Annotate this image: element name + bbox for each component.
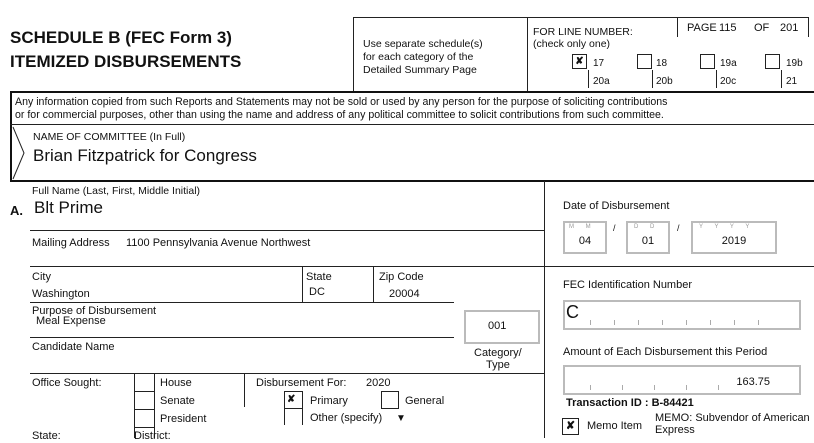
separate-schedule-instructions: Use separate schedule(s) for each category of the Detailed Summary Page xyxy=(363,38,483,76)
line-19a-checkbox[interactable] xyxy=(700,54,715,69)
purpose-label: Purpose of Disbursement xyxy=(32,305,157,317)
line-17-label: 17 xyxy=(593,58,605,69)
full-name-label: Full Name (Last, First, Middle Initial) xyxy=(32,185,201,197)
fec-id-prefix: C xyxy=(566,302,579,322)
line-17-checkbox[interactable]: ✘ xyxy=(572,54,587,69)
title-line-1: SCHEDULE B (FEC Form 3) xyxy=(10,28,232,47)
memo-item-checkbox[interactable]: ✘ xyxy=(562,418,579,435)
category-code: 001 xyxy=(488,320,507,332)
general-checkbox[interactable] xyxy=(381,391,399,409)
state-label-office: State: xyxy=(32,430,61,442)
office-president-label: President xyxy=(160,413,207,425)
date-day: 01 xyxy=(641,235,655,247)
line-19b-checkbox[interactable] xyxy=(765,54,780,69)
date-sep-2: / xyxy=(677,223,680,233)
zip-value: 20004 xyxy=(389,288,420,300)
page-total: 201 xyxy=(780,22,799,34)
line-20a-label: 20a xyxy=(593,76,610,87)
office-sought-label: Office Sought: xyxy=(32,377,102,389)
mailing-address-label: Mailing Address xyxy=(32,237,110,249)
primary-checkbox[interactable]: ✘ xyxy=(287,394,296,405)
primary-label: Primary xyxy=(310,395,348,407)
category-label-2: Type xyxy=(486,359,510,371)
amount-label: Amount of Each Disbursement this Period xyxy=(563,346,768,358)
entry-letter: A. xyxy=(10,203,23,218)
committee-name: Brian Fitzpatrick for Congress xyxy=(33,146,257,165)
usage-notice: Any information copied from such Reports and Statements may not be sold or used by any person for the purpose of soliciting contributions or for commercial purposes, other than using the name and address of any political committee to solicit contributions from such committee. xyxy=(15,96,668,121)
city-label: City xyxy=(32,271,51,283)
line-21-label: 21 xyxy=(786,76,798,87)
line-18-label: 18 xyxy=(656,58,668,69)
line-19b-label: 19b xyxy=(786,58,803,69)
other-specify-label: Other (specify) xyxy=(310,412,383,424)
category-label-1: Category/ xyxy=(474,347,522,359)
other-dropdown-icon[interactable]: ▼ xyxy=(396,413,406,424)
date-label: Date of Disbursement xyxy=(563,200,670,212)
check-only-one-label: (check only one) xyxy=(533,38,611,50)
page-label: PAGE xyxy=(687,22,717,34)
line-number-label: FOR LINE NUMBER: xyxy=(533,26,633,38)
general-label: General xyxy=(405,395,445,407)
title-line-2: ITEMIZED DISBURSEMENTS xyxy=(10,52,242,71)
date-year: 2019 xyxy=(721,235,747,247)
payee-full-name: Blt Prime xyxy=(34,198,103,217)
candidate-name-label: Candidate Name xyxy=(32,341,115,353)
fec-id-field[interactable] xyxy=(563,300,801,330)
page-number: 115 xyxy=(719,22,737,34)
memo-item-label: Memo Item xyxy=(587,420,643,432)
mailing-address: 1100 Pennsylvania Avenue Northwest xyxy=(126,237,311,249)
fec-id-label: FEC Identification Number xyxy=(563,279,692,291)
city-value: Washington xyxy=(32,288,90,300)
committee-name-label: NAME OF COMMITTEE (In Full) xyxy=(33,131,186,143)
amount-value: 163.75 xyxy=(736,376,770,388)
transaction-id: Transaction ID : B-84421 xyxy=(566,397,694,409)
state-label: State xyxy=(306,271,332,283)
page-of-label: OF xyxy=(754,22,770,34)
schedule-title xyxy=(10,26,241,74)
state-value: DC xyxy=(309,286,325,298)
date-sep-1: / xyxy=(613,223,616,233)
disbursement-for-label: Disbursement For: xyxy=(256,377,347,389)
line-20c-label: 20c xyxy=(720,76,737,87)
office-senate-label: Senate xyxy=(160,395,195,407)
date-month: 04 xyxy=(578,235,592,247)
line-20b-label: 20b xyxy=(656,76,673,87)
district-label: District: xyxy=(134,430,171,442)
memo-text: MEMO: Subvendor of American Express xyxy=(655,412,810,436)
line-18-checkbox[interactable] xyxy=(637,54,652,69)
disbursement-for-year: 2020 xyxy=(366,377,391,389)
line-19a-label: 19a xyxy=(720,58,737,69)
committee-arrow-icon xyxy=(10,125,30,181)
purpose-value: Meal Expense xyxy=(36,315,106,327)
office-house-label: House xyxy=(160,377,192,389)
zip-label: Zip Code xyxy=(379,271,424,283)
